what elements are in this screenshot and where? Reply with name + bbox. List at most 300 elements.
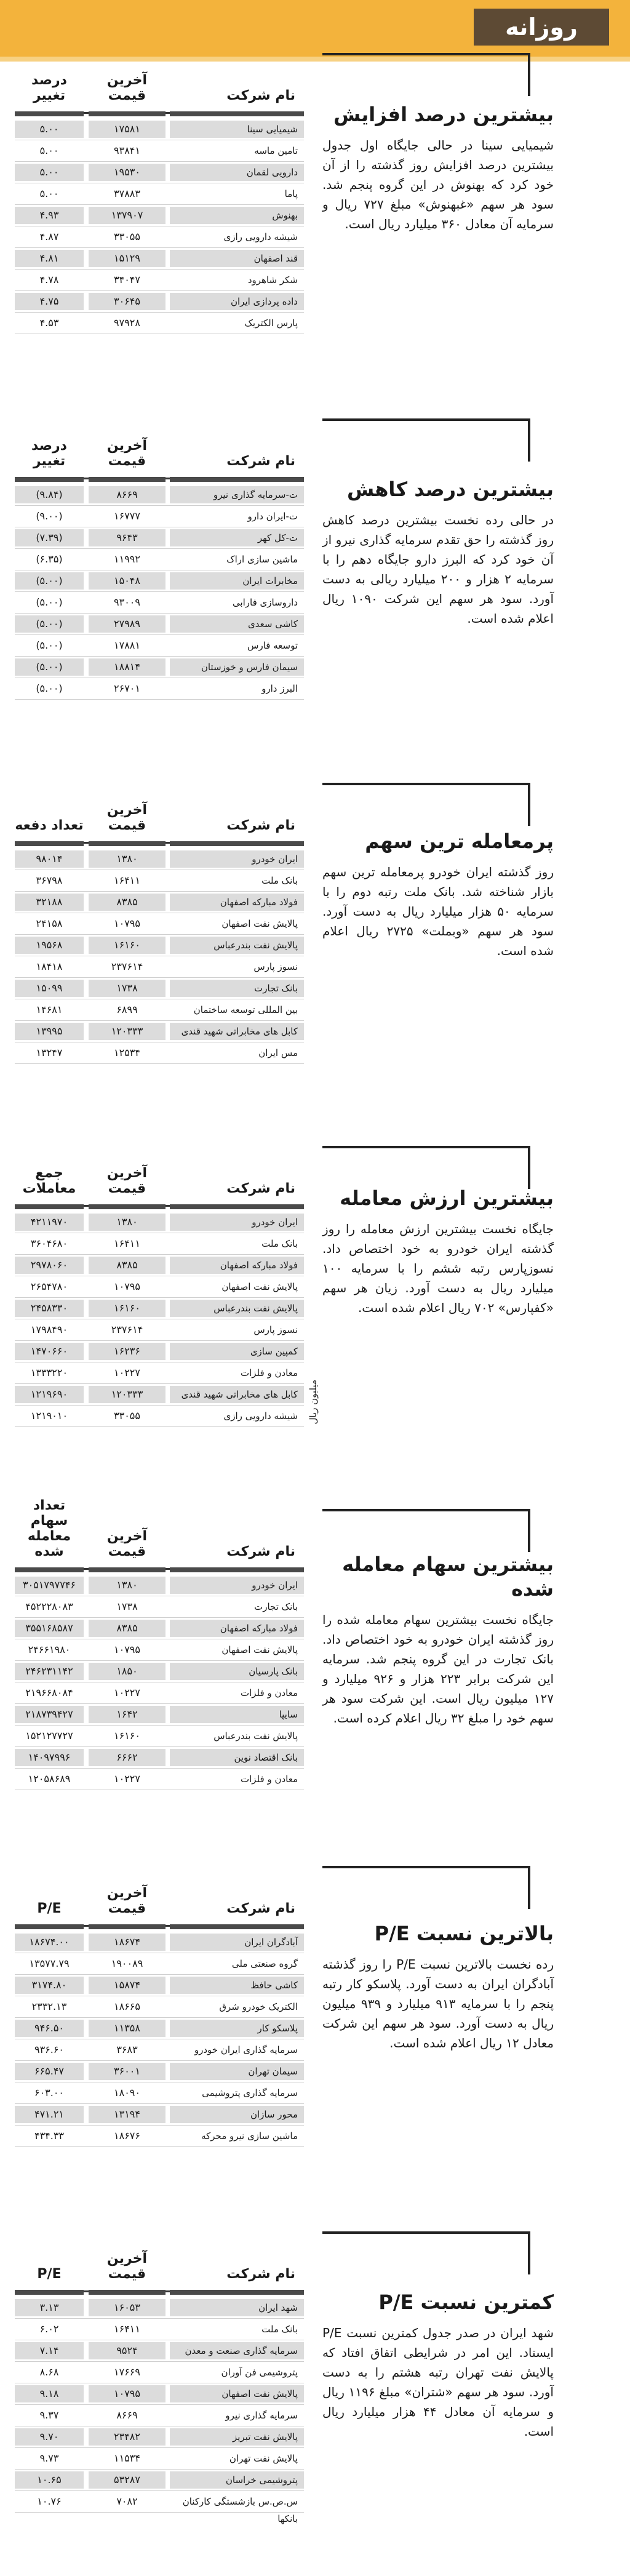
- frame-right: [528, 1146, 530, 1189]
- company-name: مس ایران: [258, 1047, 298, 1058]
- last-price: ۱۷۳۸: [116, 1601, 138, 1612]
- table-row: [15, 2039, 304, 2061]
- company-name: ماشین سازی اراک: [226, 554, 298, 565]
- table-row: [15, 913, 304, 935]
- header-underline: [15, 1204, 84, 1209]
- last-price: ۶۶۶۲: [89, 1749, 165, 1766]
- header-underline: [15, 1924, 84, 1929]
- table-row: [15, 870, 304, 892]
- frame-top: [322, 1509, 530, 1511]
- company-name: سرمایه گذاری ایران خودرو: [194, 2044, 298, 2055]
- section-heading: بالاترین نسبت P/E: [374, 1922, 554, 1945]
- section-heading: کمترین نسبت P/E: [378, 2290, 554, 2314]
- metric-value: (۹.۸۴): [15, 486, 84, 503]
- company-name: تامین ماسه: [254, 145, 298, 156]
- company-name: پتروشیمی خراسان: [170, 2471, 304, 2489]
- header-underline: [170, 1924, 304, 1929]
- header-company: نام شرکت: [226, 1181, 295, 1196]
- table-row: [15, 162, 304, 183]
- metric-value: ۱۳۲۴۷: [36, 1047, 63, 1058]
- last-price: ۱۱۹۹۲: [114, 553, 140, 565]
- header-underline: [15, 1567, 84, 1572]
- company-name: ت-ایران دارو: [247, 511, 298, 522]
- header-underline: [170, 2290, 304, 2295]
- data-table: [15, 783, 304, 1064]
- section-heading: بیشترین درصد افزایش: [333, 103, 554, 126]
- last-price: ۱۶۱۶۰: [114, 1730, 140, 1742]
- table-row: [15, 999, 304, 1021]
- company-name: پالایش نفت اصفهان: [221, 1281, 298, 1292]
- section-pct-up: [15, 53, 615, 398]
- metric-value: ۲۶۵۴۷۸۰: [30, 1281, 68, 1292]
- metric-value: ۲۴۵۸۳۳۰: [15, 1300, 84, 1317]
- company-name: آبادگران ایران: [170, 1934, 304, 1951]
- section-text: شهد ایران در صدر جدول کمترین نسبت P/E ایستاد. این امر در شرایطی اتفاق افتاد که پالایش نفت تهران رتبه هشتم را به دست آورد. سود هر سهم «شتران» مبلغ ۱۱۹۶ ریال و سرمایه آن معادل ۴۴ هزار میلیارد ریال است.: [322, 2326, 554, 2439]
- company-name: داروسازی فارابی: [232, 597, 298, 608]
- last-price: ۱۰۷۹۵: [114, 918, 140, 929]
- header-underline: [15, 841, 84, 846]
- metric-value: ۳۱۷۴.۸۰: [15, 1977, 84, 1994]
- table-row: [15, 1953, 304, 1975]
- header-metric: P/E: [37, 2266, 62, 2282]
- page-header: [0, 0, 630, 62]
- company-name: شهد ایران: [170, 2299, 304, 2316]
- frame-top: [322, 1866, 530, 1868]
- last-price: ۲۶۷۰۱: [114, 682, 140, 694]
- section-text: رده نخست بالاترین نسبت P/E را روز گذشته آبادگران ایران به دست آورد. پلاسکو کار رتبه پنجم را با سرمایه ۹۱۳ میلیارد و ۹۳۹ میلیون ریال به دست آورد. سود هر سهم این شرکت معادل ۱۲ ریال اعلام شده است.: [322, 1957, 554, 2050]
- table-row: [15, 1042, 304, 1064]
- company-name: پارس الکتریک: [244, 318, 298, 329]
- table-header: [15, 783, 304, 844]
- last-price: ۸۳۸۵: [89, 1620, 165, 1637]
- metric-value: ۸.۶۸: [39, 2366, 59, 2378]
- metric-value: ۳۶۰۴۶۸۰: [30, 1238, 68, 1249]
- metric-value: (۶.۳۵): [36, 553, 63, 565]
- table-header: [15, 1866, 304, 1927]
- last-price: ۹۵۲۴: [89, 2342, 165, 2359]
- metric-value: ۶۰۳.۰۰: [34, 2087, 65, 2098]
- data-table: [15, 1498, 304, 1790]
- metric-value: ۱۰.۷۶: [37, 2495, 62, 2507]
- last-price: ۱۰۷۹۵: [114, 1644, 140, 1655]
- last-price: ۲۳۷۶۱۴: [111, 1324, 143, 1335]
- section-heading: بیشترین سهام معامله شده: [342, 1553, 554, 1601]
- metric-value: ۹۴۶.۵۰: [15, 2020, 84, 2037]
- header-metric: P/E: [37, 1901, 62, 1916]
- last-price: ۱۶۴۱۱: [114, 2323, 140, 2335]
- last-price: ۱۸۰۹۰: [114, 2087, 140, 2098]
- table-row: [15, 2426, 304, 2448]
- last-price: ۱۲۰۳۳۳: [89, 1386, 165, 1403]
- last-price: ۸۳۸۵: [89, 894, 165, 911]
- header-underline: [170, 111, 304, 116]
- table-row: [15, 1726, 304, 1747]
- last-price: ۱۶۷۷۷: [114, 510, 140, 522]
- table-header: [15, 1146, 304, 1207]
- company-name: دارویی لقمان: [170, 164, 304, 181]
- table-row: [15, 956, 304, 978]
- last-price: ۱۸۶۷۴: [89, 1934, 165, 1951]
- header-company: نام شرکت: [226, 2266, 295, 2282]
- company-name: بانک ملت: [261, 875, 298, 886]
- metric-value: ۳۵۵۱۶۸۵۸۷: [15, 1620, 84, 1637]
- data-table: [15, 2231, 304, 2524]
- last-price: ۳۰۶۴۵: [89, 293, 165, 310]
- last-price: ۳۶۰۰۱: [89, 2063, 165, 2080]
- metric-value: ۲۱۸۷۳۹۴۲۷: [15, 1706, 84, 1723]
- metric-value: ۴.۸۱: [15, 250, 84, 267]
- metric-value: ۵.۰۰: [39, 188, 59, 199]
- last-price: ۱۶۴۱۱: [114, 874, 140, 886]
- last-price: ۱۳۸۰: [89, 1214, 165, 1231]
- table-row: [15, 635, 304, 657]
- table-row: [15, 2018, 304, 2039]
- header-underline: [89, 477, 165, 482]
- last-price: ۱۱۵۳۴: [114, 2452, 140, 2464]
- section-most-value: [15, 1146, 615, 1490]
- metric-value: ۴۷۱.۲۱: [15, 2106, 84, 2123]
- last-price: ۲۳۴۸۲: [89, 2428, 165, 2446]
- table-row: [15, 1996, 304, 2018]
- header-last-price: آخرین قیمت: [106, 1166, 148, 1196]
- metric-value: ۱۴۷۰۶۶۰: [15, 1343, 84, 1360]
- header-underline: [15, 111, 84, 116]
- company-name: کابل های مخابراتی شهید قندی: [170, 1023, 304, 1040]
- table-row: [15, 2383, 304, 2405]
- section-description: [322, 2290, 554, 2441]
- last-price: ۱۳۷۹۰۷: [89, 207, 165, 224]
- table-row: [15, 1661, 304, 1682]
- table-row: [15, 2362, 304, 2383]
- company-name: ت-سرمایه گذاری نیرو: [170, 486, 304, 503]
- last-price: ۱۷۶۶۹: [114, 2366, 140, 2378]
- header-company: نام شرکت: [226, 818, 295, 833]
- metric-value: ۵.۰۰: [39, 145, 59, 156]
- frame-right: [528, 783, 530, 826]
- table-row: [15, 1362, 304, 1384]
- company-name: پاما: [284, 188, 298, 199]
- section-most-volume: [15, 1498, 615, 1854]
- table-row: [15, 484, 304, 506]
- metric-value: ۷.۱۴: [15, 2342, 84, 2359]
- frame-top: [322, 1146, 530, 1148]
- section-text: شیمیایی سینا در حالی جایگاه اول جدول بیشترین درصد افزایش روز گذشته را از آن خود کرد که بهنوش در این گروه پنجم شد. سود هر سهم «غبهنوش» مبلغ ۷۲۷ ریال و سرمایه آن معادل ۳۶۰ میلیارد ریال است.: [322, 138, 554, 231]
- last-price: ۶۸۹۹: [116, 1004, 138, 1015]
- company-name: بانک پارسیان: [170, 1663, 304, 1680]
- last-price: ۱۰۷۹۵: [114, 1281, 140, 1292]
- metric-value: ۳.۱۳: [15, 2299, 84, 2316]
- table-row: [15, 678, 304, 700]
- metric-value: (۵.۰۰): [15, 615, 84, 633]
- header-last-price: آخرین قیمت: [106, 802, 148, 833]
- header-underline: [89, 111, 165, 116]
- company-name: فولاد مبارکه اصفهان: [170, 894, 304, 911]
- table-row: [15, 1319, 304, 1341]
- table-row: [15, 549, 304, 570]
- data-table: [15, 1866, 304, 2147]
- company-name: سرمایه گذاری پتروشیمی: [202, 2087, 298, 2098]
- section-heading: بیشترین ارزش معامله: [340, 1186, 554, 1210]
- metric-value: ۲۴۶۲۳۱۱۴۲: [15, 1663, 84, 1680]
- company-name: کابل های مخابراتی شهید قندی: [170, 1386, 304, 1403]
- header-last-price: آخرین قیمت: [106, 438, 148, 469]
- table-header: [15, 53, 304, 114]
- table-row: [15, 291, 304, 313]
- last-price: ۱۳۸۰: [89, 1577, 165, 1594]
- metric-value: ۱۴۰۹۷۹۹۶: [15, 1749, 84, 1766]
- metric-value: ۱۳۵۷۷.۷۹: [29, 1958, 70, 1969]
- company-name: توسعه فارس: [247, 640, 298, 651]
- section-description: [322, 1552, 554, 1728]
- company-name: بانک ملت: [261, 1238, 298, 1249]
- table-row: [15, 2448, 304, 2470]
- company-name: داده پردازی ایران: [170, 293, 304, 310]
- last-price: ۱۹۰۰۸۹: [111, 1958, 143, 1969]
- section-text: در حالی رده نخست بیشترین درصد کاهش روز گذشته را حق تقدم سرمایه گذاری نیرو از آن خود کرد که البرز دارو جایگاه دهم را با سرمایه ۲ هزار و ۲۰۰ میلیارد ریالی به دست آورد. سود هر سهم این شرکت ۱۰۹۰ ریال اعلام شده است.: [322, 513, 554, 626]
- metric-value: ۲۹۷۸۰۶۰: [15, 1257, 84, 1274]
- company-name: پالایش نفت تهران: [229, 2453, 298, 2464]
- table-row: [15, 892, 304, 913]
- last-price: ۳۳۰۵۵: [114, 1410, 140, 1422]
- page-title: روزانه: [474, 9, 609, 46]
- company-name: بانک تجارت: [254, 1601, 298, 1612]
- section-text: جایگاه نخست بیشترین سهام معامله شده را روز گذشته ایران خودرو به خود اختصاص داد. بانک تجارت در این گروه پنجم شد. سرمایه این شرکت برابر ۲۲۳ هزار و ۹۲۶ میلیارد و ۱۲۷ میلیون ریال است. این شرکت سود هر سهم خود را مبلغ ۳۲ ریال اعلام کرده است.: [322, 1612, 554, 1726]
- company-name: پتروشیمی فن آوران: [221, 2367, 298, 2378]
- table-row: [15, 506, 304, 527]
- metric-value: ۳۶۷۹۸: [36, 874, 63, 886]
- table-row: [15, 1341, 304, 1362]
- last-price: ۱۷۳۸: [89, 980, 165, 997]
- company-name: ماشین سازی نیرو محرکه: [201, 2130, 298, 2142]
- table-row: [15, 1932, 304, 1953]
- last-price: ۱۹۵۳۰: [89, 164, 165, 181]
- table-row: [15, 1406, 304, 1427]
- last-price: ۱۵۱۲۹: [89, 250, 165, 267]
- table-header: [15, 418, 304, 479]
- last-price: ۹۳۰۰۹: [114, 596, 140, 608]
- table-row: [15, 1747, 304, 1769]
- last-price: ۱۲۰۳۳۳: [89, 1023, 165, 1040]
- company-name: سیمان فارس و خوزستان: [170, 658, 304, 676]
- section-highest-pe: [15, 1866, 615, 2210]
- company-name: ایران خودرو: [170, 850, 304, 868]
- company-name: نسوز پارس: [253, 1324, 298, 1335]
- metric-value: ۱۳۹۹۵: [15, 1023, 84, 1040]
- last-price: ۱۵۰۴۸: [89, 572, 165, 590]
- table-row: [15, 140, 304, 162]
- header-last-price: آخرین قیمت: [106, 1529, 148, 1559]
- last-price: ۳۴۰۴۷: [114, 274, 140, 286]
- metric-value: (۵.۰۰): [36, 596, 63, 608]
- table-row: [15, 2082, 304, 2104]
- metric-value: ۴۲۱۱۹۷۰: [15, 1214, 84, 1231]
- table-row: [15, 2061, 304, 2082]
- metric-value: (۷.۳۹): [15, 529, 84, 546]
- frame-right: [528, 53, 530, 96]
- company-name: معادن و فلزات: [240, 1774, 298, 1785]
- metric-value: ۱۷۹۸۴۹۰: [30, 1324, 68, 1335]
- table-row: [15, 2297, 304, 2319]
- frame-top: [322, 2231, 530, 2234]
- table-row: [15, 978, 304, 999]
- table-row: [15, 248, 304, 270]
- metric-value: ۱۹۵۶۸: [15, 937, 84, 954]
- last-price: ۲۷۹۸۹: [89, 615, 165, 633]
- header-underline: [170, 1567, 304, 1572]
- frame-top: [322, 53, 530, 55]
- section-heading: بیشترین درصد کاهش: [347, 478, 554, 501]
- last-price: ۸۳۸۵: [89, 1257, 165, 1274]
- header-last-price: آخرین قیمت: [106, 73, 148, 103]
- section-description: [322, 829, 554, 961]
- table-header: [15, 1498, 304, 1570]
- company-name: پالایش نفت اصفهان: [221, 1644, 298, 1655]
- metric-value: ۴.۸۷: [39, 231, 59, 242]
- metric-value: ۴.۷۸: [39, 274, 59, 286]
- metric-value: ۲۴۱۵۸: [36, 918, 63, 929]
- metric-value: ۱۵۲۱۲۷۷۲۷: [25, 1730, 73, 1742]
- metric-value: ۹.۳۷: [39, 2409, 59, 2421]
- header-metric: تعداد سهام معامله شده: [27, 1498, 71, 1559]
- company-name: پالایش نفت اصفهان: [221, 918, 298, 929]
- last-price: ۱۸۸۱۴: [89, 658, 165, 676]
- table-row: [15, 1276, 304, 1298]
- header-metric: تعداد دفعه: [15, 818, 84, 833]
- last-price: ۱۷۵۸۱: [89, 121, 165, 138]
- last-price: ۱۶۱۶۰: [89, 1300, 165, 1317]
- section-description: [322, 1921, 554, 2053]
- frame-right: [528, 418, 530, 462]
- last-price: ۱۰۲۲۷: [114, 1773, 140, 1785]
- metric-value: ۴.۹۳: [15, 207, 84, 224]
- table-row: [15, 527, 304, 549]
- company-name: شیشه دارویی رازی: [223, 1410, 298, 1422]
- table-row: [15, 2491, 304, 2524]
- metric-value: ۳۲۱۸۸: [15, 894, 84, 911]
- header-metric: جمع معاملات: [22, 1166, 76, 1196]
- last-price: ۱۶۴۲: [89, 1706, 165, 1723]
- table-row: [15, 657, 304, 678]
- table-row: [15, 2470, 304, 2491]
- table-row: [15, 849, 304, 870]
- metric-value: ۱۳۳۳۲۲۰: [30, 1367, 68, 1378]
- table-row: [15, 2104, 304, 2126]
- table-row: [15, 1298, 304, 1319]
- last-price: ۱۸۶۶۵: [114, 2001, 140, 2012]
- table-row: [15, 2319, 304, 2340]
- metric-value: ۲۳۳۲.۱۳: [31, 2001, 67, 2012]
- table-row: [15, 1021, 304, 1042]
- last-price: ۳۳۰۵۵: [114, 231, 140, 242]
- last-price: ۱۵۸۷۴: [89, 1977, 165, 1994]
- company-name: قند اصفهان: [170, 250, 304, 267]
- company-name: شیمیایی سینا: [170, 121, 304, 138]
- metric-value: ۴۳۴.۳۳: [34, 2130, 65, 2142]
- table-row: [15, 1255, 304, 1276]
- table-row: [15, 2405, 304, 2426]
- metric-value: ۴.۷۵: [15, 293, 84, 310]
- company-name: معادن و فلزات: [240, 1367, 298, 1378]
- table-row: [15, 1704, 304, 1726]
- metric-value: ۴۵۲۲۲۸۰۸۳: [25, 1601, 73, 1612]
- metric-value: ۹۳۶.۶۰: [34, 2044, 65, 2055]
- metric-value: ۲۴۶۶۱۹۸۰: [28, 1644, 71, 1655]
- header-underline: [89, 1567, 165, 1572]
- company-name: پلاسکو کار: [170, 2020, 304, 2037]
- header-company: نام شرکت: [226, 1901, 295, 1916]
- table-row: [15, 226, 304, 248]
- last-price: ۸۶۶۹: [116, 2409, 138, 2421]
- company-name: پالایش نفت بندرعباس: [170, 937, 304, 954]
- company-name: محور سازان: [170, 2106, 304, 2123]
- metric-value: (۵.۰۰): [36, 682, 63, 694]
- metric-value: ۹.۷۳: [39, 2452, 59, 2464]
- metric-value: ۲۱۹۶۶۸۰۸۴: [25, 1687, 73, 1698]
- metric-value: (۵.۰۰): [15, 572, 84, 590]
- table-header: [15, 2231, 304, 2292]
- section-description: [322, 102, 554, 234]
- metric-value: ۱۲۰۵۸۶۸۹: [28, 1773, 71, 1785]
- last-price: ۱۳۸۰: [89, 850, 165, 868]
- section-text: روز گذشته ایران خودرو پرمعامله ترین سهم بازار شناخته شد. بانک ملت رتبه دوم را با سرمایه ۵۰ هزار میلیارد ریال به دست آورد. سود هر سهم «وبملت» ۲۷۲۵ ریال اعلام شده است.: [322, 865, 554, 958]
- section-description: [322, 1186, 554, 1318]
- last-price: ۱۶۰۵۳: [89, 2299, 165, 2316]
- frame-right: [528, 1509, 530, 1552]
- frame-right: [528, 2231, 530, 2274]
- company-name: الکتریک خودرو شرق: [219, 2001, 298, 2012]
- metric-value: ۱۸۶۷۴.۰۰: [15, 1934, 84, 1951]
- company-name: کمپین سازی: [170, 1343, 304, 1360]
- company-name: سرمایه گذاری نیرو: [225, 2410, 298, 2421]
- company-name: معادن و فلزات: [240, 1687, 298, 1698]
- metric-value: ۶۶۵.۴۷: [15, 2063, 84, 2080]
- company-name: نسوز پارس: [253, 961, 298, 972]
- company-name: ایران خودرو: [170, 1577, 304, 1594]
- section-text: جایگاه نخست بیشترین ارزش معامله را روز گذشته ایران خودرو به خود اختصاص داد. نسوزپارس رتبه ششم را با سرمایه ۱۰۰ میلیارد ریال به دست آورد. زیان هر سهم «کفپارس» ۷۰۲ ریال اعلام شده است.: [322, 1222, 554, 1315]
- metric-value: ۵.۰۰: [15, 121, 84, 138]
- company-name: بهنوش: [170, 207, 304, 224]
- header-last-price: آخرین قیمت: [106, 2251, 148, 2282]
- company-name: شیشه دارویی رازی: [223, 231, 298, 242]
- unit-label: میلیون ریال: [308, 1380, 319, 1425]
- table-row: [15, 119, 304, 140]
- header-company: نام شرکت: [226, 454, 295, 469]
- last-price: ۱۲۵۳۴: [114, 1047, 140, 1058]
- company-name: بین المللی توسعه ساختمان: [193, 1004, 298, 1015]
- header-last-price: آخرین قیمت: [106, 1886, 148, 1916]
- table-row: [15, 614, 304, 635]
- metric-value: ۱۸۴۱۸: [36, 961, 63, 972]
- company-name: ت-کل کهر: [170, 529, 304, 546]
- metric-value: ۵.۰۰: [15, 164, 84, 181]
- frame-top: [322, 418, 530, 421]
- last-price: ۵۳۲۸۷: [89, 2471, 165, 2489]
- header-metric: درصد تغییر: [31, 438, 67, 469]
- company-name: فولاد مبارکه اصفهان: [170, 1620, 304, 1637]
- table-row: [15, 1975, 304, 1996]
- last-price: ۱۱۳۵۸: [89, 2020, 165, 2037]
- section-most-traded: [15, 783, 615, 1127]
- metric-value: ۱۵۰۹۹: [15, 980, 84, 997]
- metric-value: (۵.۰۰): [15, 658, 84, 676]
- header-company: نام شرکت: [226, 1544, 295, 1559]
- metric-value: ۱۲۱۹۶۹۰: [15, 1386, 84, 1403]
- company-name: فولاد مبارکه اصفهان: [170, 1257, 304, 1274]
- last-price: ۲۳۷۶۱۴: [111, 961, 143, 972]
- company-name: کاشی سعدی: [170, 615, 304, 633]
- company-name: بانک ملت: [261, 2324, 298, 2335]
- table-row: [15, 1384, 304, 1406]
